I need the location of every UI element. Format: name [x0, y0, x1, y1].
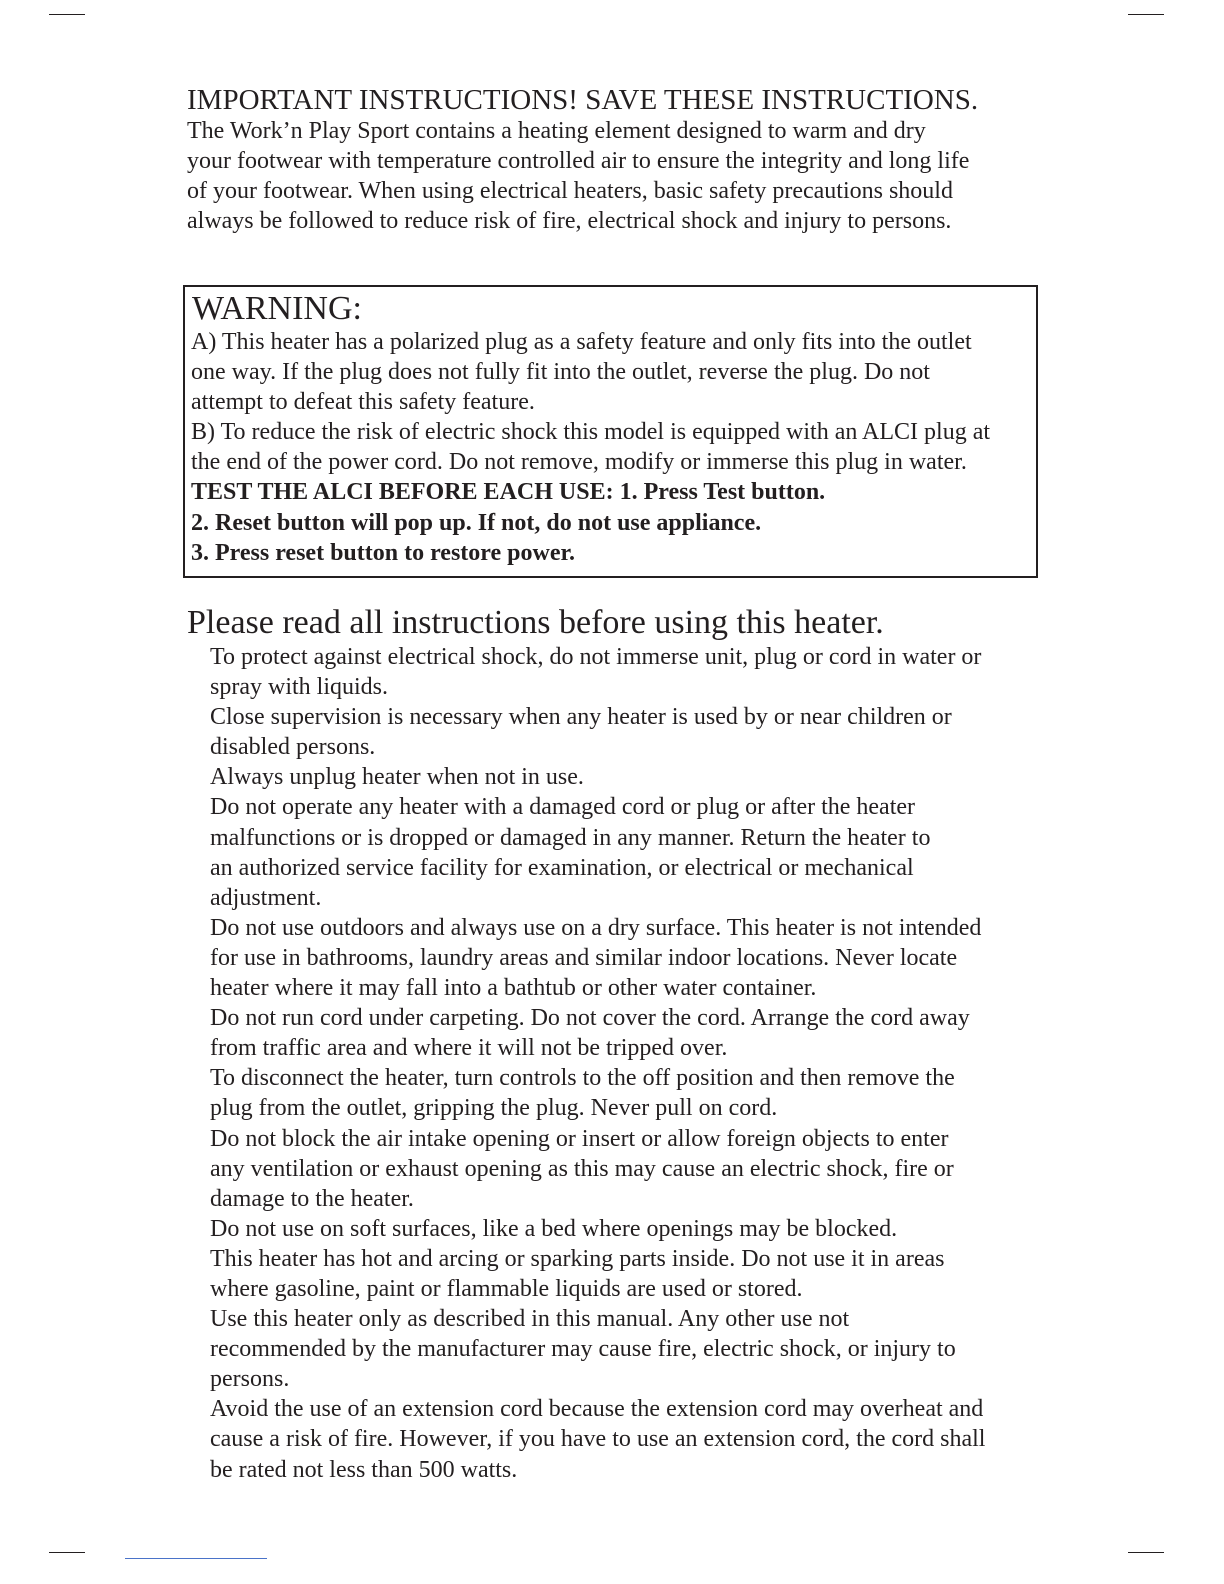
page-heading: IMPORTANT INSTRUCTIONS! SAVE THESE INSTRUCTIONS.	[187, 84, 979, 116]
instruction-line: Do not block the air intake opening or insert or allow foreign objects to enter	[210, 1125, 949, 1152]
warning-line: attempt to defeat this safety feature.	[191, 389, 535, 416]
instruction-line: disabled persons.	[210, 734, 376, 761]
instruction-line: Do not use on soft surfaces, like a bed where openings may be blocked.	[210, 1215, 898, 1242]
crop-mark-bottom-left	[49, 1552, 85, 1553]
instruction-line: be rated not less than 500 watts.	[210, 1456, 518, 1483]
intro-line: your footwear with temperature controlled air to ensure the integrity and long life	[187, 148, 970, 175]
warning-text	[191, 327, 990, 568]
instruction-line: Close supervision is necessary when any heater is used by or near children or	[210, 704, 952, 731]
warning-title: WARNING:	[192, 290, 362, 327]
footer-rule	[125, 1558, 267, 1559]
instruction-line: To disconnect the heater, turn controls to the off position and then remove the	[210, 1065, 955, 1092]
instruction-line: malfunctions or is dropped or damaged in any manner. Return the heater to	[210, 824, 931, 851]
instruction-line: Do not run cord under carpeting. Do not cover the cord. Arrange the cord away	[210, 1005, 970, 1032]
instruction-line: adjustment.	[210, 884, 322, 911]
instruction-line: damage to the heater.	[210, 1185, 414, 1212]
instruction-line: Avoid the use of an extension cord because the extension cord may overheat and	[210, 1396, 984, 1423]
warning-line: A) This heater has a polarized plug as a safety feature and only fits into the outlet	[191, 329, 972, 355]
instruction-line: spray with liquids.	[210, 674, 388, 701]
alci-test-step: 3. Press reset button to restore power.	[191, 539, 575, 566]
instruction-line: any ventilation or exhaust opening as this may cause an electric shock, fire or	[210, 1155, 954, 1182]
warning-line: the end of the power cord. Do not remove, modify or immerse this plug in water.	[191, 449, 967, 476]
instruction-line: Do not use outdoors and always use on a dry surface. This heater is not intended	[210, 914, 982, 941]
instruction-line: for use in bathrooms, laundry areas and similar indoor locations. Never locate	[210, 944, 958, 971]
intro-paragraph	[187, 116, 1047, 236]
warning-line: B) To reduce the risk of electric shock this model is equipped with an ALCI plug at	[191, 419, 991, 446]
instruction-line: cause a risk of fire. However, if you have to use an extension cord, the cord shall	[210, 1426, 986, 1453]
instruction-line: heater where it may fall into a bathtub or other water container.	[210, 975, 817, 1002]
crop-mark-top-left	[49, 14, 85, 15]
warning-line: one way. If the plug does not fully fit into the outlet, reverse the plug. Do not	[191, 359, 930, 386]
warning-box	[183, 285, 1038, 578]
alci-test-step: TEST THE ALCI BEFORE EACH USE: 1. Press Test button.	[191, 479, 826, 506]
intro-line: The Work’n Play Sport contains a heating element designed to warm and dry	[187, 118, 926, 144]
crop-mark-bottom-right	[1128, 1552, 1164, 1553]
instruction-line: plug from the outlet, gripping the plug. Never pull on cord.	[210, 1095, 778, 1122]
instructions-heading: Please read all instructions before using this heater.	[187, 604, 884, 641]
safety-instructions	[210, 642, 985, 1485]
instruction-line: persons.	[210, 1366, 290, 1393]
instruction-line: an authorized service facility for examination, or electrical or mechanical	[210, 854, 914, 881]
intro-line: of your footwear. When using electrical heaters, basic safety precautions should	[187, 178, 953, 205]
alci-test-step: 2. Reset button will pop up. If not, do not use appliance.	[191, 509, 762, 536]
instruction-line: Always unplug heater when not in use.	[210, 764, 584, 791]
instruction-line: recommended by the manufacturer may cause fire, electric shock, or injury to	[210, 1336, 956, 1363]
instruction-line: Do not operate any heater with a damaged cord or plug or after the heater	[210, 794, 916, 821]
instruction-line: To protect against electrical shock, do not immerse unit, plug or cord in water or	[210, 644, 982, 670]
instruction-line: Use this heater only as described in this manual. Any other use not	[210, 1306, 850, 1333]
instruction-line: This heater has hot and arcing or sparking parts inside. Do not use it in areas	[210, 1245, 945, 1272]
instruction-line: from traffic area and where it will not be tripped over.	[210, 1035, 728, 1062]
crop-mark-top-right	[1128, 14, 1164, 15]
intro-line: always be followed to reduce risk of fire, electrical shock and injury to persons.	[187, 208, 952, 235]
instruction-line: where gasoline, paint or flammable liquids are used or stored.	[210, 1275, 803, 1302]
